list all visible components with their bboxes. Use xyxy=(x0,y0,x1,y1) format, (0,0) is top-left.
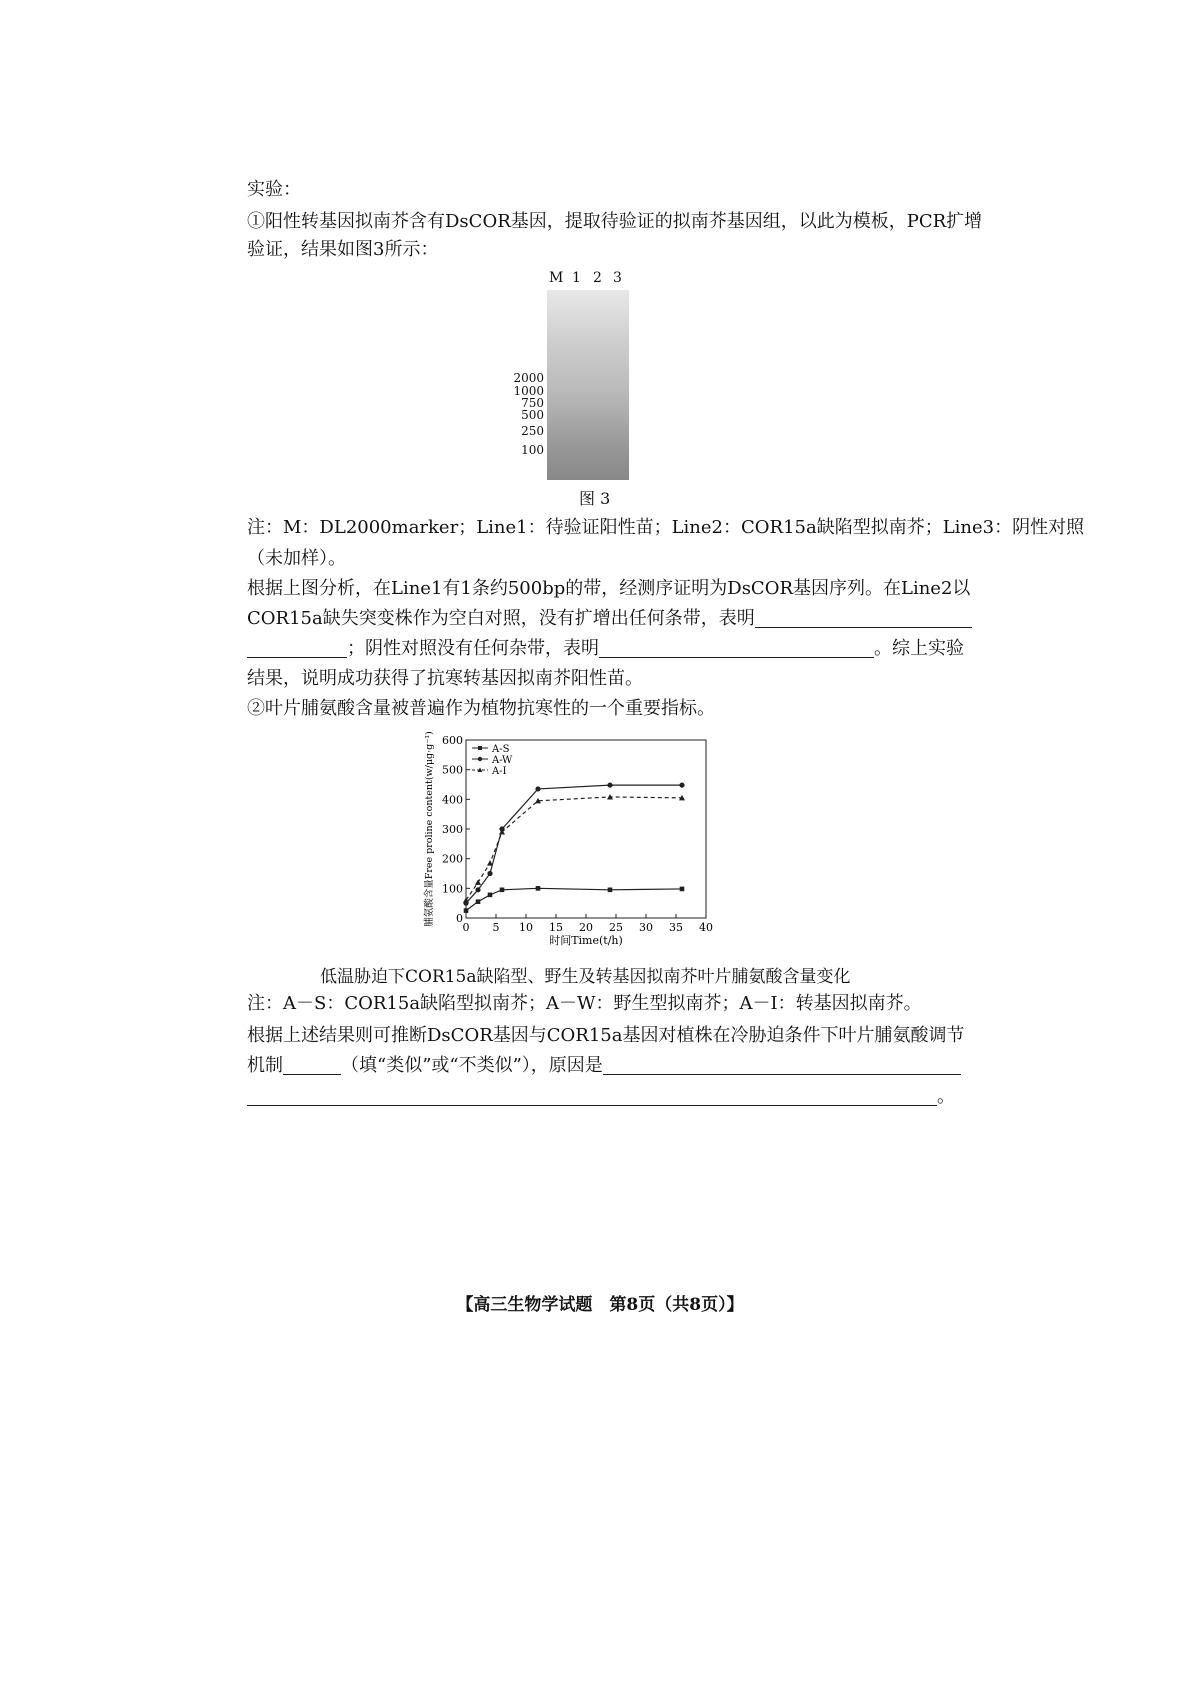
point-a-w xyxy=(475,887,480,892)
point-a-i xyxy=(475,879,481,885)
point-a-s xyxy=(488,893,493,898)
figure-3-caption: 图 3 xyxy=(579,489,611,508)
gel-marker-1000: 1000 xyxy=(513,384,544,398)
answer-blank-1[interactable] xyxy=(755,609,972,628)
gel-image xyxy=(547,290,629,480)
x-tick-label: 5 xyxy=(492,921,500,934)
gel-lane-label-2: 2 xyxy=(593,270,602,286)
x-tick-label: 10 xyxy=(519,921,533,934)
text-line-13 xyxy=(247,1054,957,1078)
point-a-s xyxy=(680,887,685,892)
text-line-3: 验证，结果如图3所示： xyxy=(247,239,439,260)
point-a-s xyxy=(500,888,505,893)
gel-lane-label-3: 3 xyxy=(613,270,622,286)
text-line-5: （未加样）。 xyxy=(247,548,346,569)
gel-marker-100: 100 xyxy=(521,443,544,457)
gel-marker-2000: 2000 xyxy=(513,371,544,385)
x-tick-label: 20 xyxy=(579,921,593,934)
point-a-w xyxy=(607,782,612,787)
x-tick-label: 25 xyxy=(609,921,623,934)
y-tick-label: 400 xyxy=(442,793,463,807)
y-tick-label: 100 xyxy=(442,882,463,896)
text-line-6: 根据上图分析，在Line1有1条约500bp的带，经测序证明为DsCOR基因序列。在Line2以 xyxy=(247,578,971,599)
x-axis-label: 时间Time(t/h) xyxy=(549,934,623,947)
y-tick-label: 0 xyxy=(456,912,463,925)
legend-label-a-w: A-W xyxy=(492,755,513,766)
proline-chart xyxy=(420,730,720,950)
point-a-w xyxy=(487,871,492,876)
answer-blank-4[interactable] xyxy=(603,1056,961,1075)
gel-marker-750: 750 xyxy=(521,396,544,410)
gel-marker-500: 500 xyxy=(521,408,544,422)
gel-lane-label-m: M xyxy=(549,270,564,286)
legend-label-a-s: A-S xyxy=(492,744,510,755)
text-line-8 xyxy=(247,637,964,661)
legend-label-a-i: A-I xyxy=(492,766,507,777)
point-a-w xyxy=(679,782,684,787)
gel-marker-250: 250 xyxy=(521,424,544,438)
text-line-11: 注：A－S：COR15a缺陷型拟南芥；A－W：野生型拟南芥；A－I：转基因拟南芥。 xyxy=(247,993,922,1014)
text-line-2: ①阳性转基因拟南芥含有DsCOR基因，提取待验证的拟南芥基因组，以此为模板，PCR扩增 xyxy=(247,211,983,232)
x-tick-label: 30 xyxy=(639,921,653,934)
point-a-w xyxy=(535,786,540,791)
point-a-s xyxy=(608,888,613,893)
text-line-13-a: 机制 xyxy=(247,1055,283,1076)
legend-marker xyxy=(478,757,482,761)
chart-caption: 低温胁迫下COR15a缺陷型、野生及转基因拟南芥叶片脯氨酸含量变化 xyxy=(320,967,851,987)
y-tick-label: 500 xyxy=(442,763,463,777)
y-tick-label: 200 xyxy=(442,852,463,866)
y-axis-label: 脯氨酸含量Free proline content(w/μg·g⁻¹) xyxy=(424,731,435,927)
y-tick-label: 300 xyxy=(442,823,463,836)
text-line-7 xyxy=(247,607,957,631)
x-tick-label: 15 xyxy=(549,921,563,934)
text-line-4: 注：M：DL2000marker；Line1：待验证阳性苗；Line2：COR15a缺陷型拟南芥；Line3：阴性对照 xyxy=(247,517,1085,538)
text-line-12: 根据上述结果则可推断DsCOR基因与COR15a基因对植株在冷胁迫条件下叶片脯氨酸调节 xyxy=(247,1025,965,1046)
text-line-9: 结果，说明成功获得了抗寒转基因拟南芥阳性苗。 xyxy=(247,668,643,689)
answer-blank-3[interactable] xyxy=(283,1056,341,1075)
text-line-14 xyxy=(247,1085,957,1109)
x-tick-label: 0 xyxy=(462,921,470,934)
point-a-i xyxy=(487,860,493,866)
page-footer: 【高三生物学试题 第8页（共8页）】 xyxy=(456,1295,744,1315)
legend-marker xyxy=(478,746,482,750)
text-line-8-end: 。综上实验 xyxy=(874,638,964,659)
point-a-s xyxy=(536,886,541,891)
answer-blank-2[interactable] xyxy=(599,639,874,658)
answer-blank-4-cont[interactable] xyxy=(247,1087,937,1106)
text-line-8-text: ；阴性对照没有任何杂带，表明 xyxy=(347,638,599,659)
text-line-1: 实验： xyxy=(247,179,301,200)
gel-lane-label-1: 1 xyxy=(572,270,581,286)
point-a-s xyxy=(464,908,469,913)
point-a-s xyxy=(476,899,481,904)
series-line-a-s xyxy=(466,888,682,910)
text-line-13-b: （填“类似”或“不类似”），原因是 xyxy=(341,1055,603,1076)
text-line-7-text: COR15a缺失突变株作为空白对照，没有扩增出任何条带，表明 xyxy=(247,608,755,629)
x-tick-label: 35 xyxy=(669,921,683,934)
x-tick-label: 40 xyxy=(699,921,713,934)
series-line-a-w xyxy=(466,785,682,903)
text-line-10: ②叶片脯氨酸含量被普遍作为植物抗寒性的一个重要指标。 xyxy=(247,698,715,719)
answer-blank-1-cont[interactable] xyxy=(247,639,347,658)
series-line-a-i xyxy=(466,797,682,900)
text-line-14-end: 。 xyxy=(937,1086,955,1107)
y-tick-label: 600 xyxy=(442,734,463,747)
